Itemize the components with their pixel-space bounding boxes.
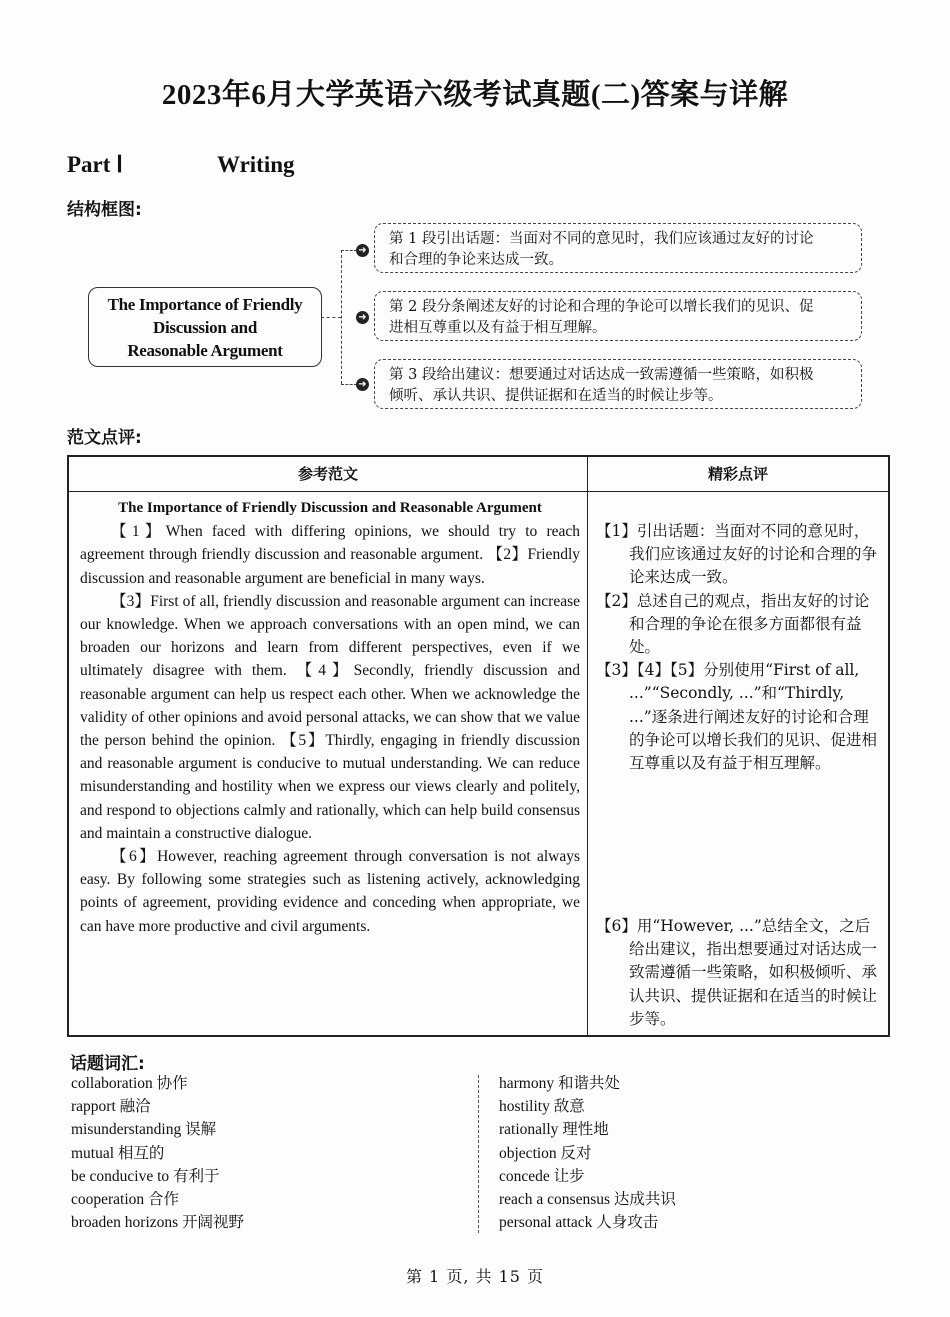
vocab-label: 话题词汇:: [70, 1054, 145, 1074]
outline-paragraph-3: [374, 359, 862, 409]
topic-line: Reasonable Argument: [127, 340, 283, 360]
vocab-item: misunderstanding 误解: [71, 1121, 217, 1139]
outline-text: 进相互尊重以及有益于相互理解。: [389, 320, 607, 336]
vocab-divider: [478, 1075, 479, 1233]
vocab-item: rationally 理性地: [499, 1121, 609, 1139]
outline-text: 第 3 段给出建议：想要通过对话达成一致需遵循一些策略，如积极: [389, 367, 814, 383]
comment-item: 【6】用“However, ...”总结全文，之后给出建议，指出想要通过对话达成一致需遵循一些策略，如积极倾听、承认共识、提供证据和在适当的时候让步等。: [596, 917, 878, 1028]
part-name: Writing: [217, 152, 295, 177]
vocab-item: hostility 敌意: [499, 1098, 585, 1116]
outline-text: 第 1 段引出话题：当面对不同的意见时，我们应该通过友好的讨论: [389, 231, 814, 247]
page-title: 2023年6月大学英语六级考试真题(二)答案与详解: [161, 79, 789, 111]
connector-line: [321, 317, 341, 318]
vocab-list-left: [71, 1072, 244, 1234]
vocab-item: personal attack 人身攻击: [499, 1214, 659, 1232]
column-header-essay: 参考范文: [297, 465, 358, 483]
essay-paragraph: 【3】First of all, friendly discussion and reasonable argument can increase our knowledge. When we approach conversations with an open mind, we can broaden our horizons and learn from different perspectives, even if we ultimately disagree with them. 【4】Secondly, friendly discussion and reasonable argument can help us respect each other. When we acknowledge the validity of other opinions and avoid personal attacks, we can show that we value the person behind the opinion. 【5】Thirdly, engaging in friendly discussion and reasonable argument is conducive to mutual understanding. We can reduce misunderstanding and hostility when we express our views clearly and politely, and respond to objections calmly and rationally, which can help build consensus and maintain a constructive dialogue.: [80, 592, 580, 842]
outline-text: 倾听、承认共识、提供证据和在适当的时候让步等。: [389, 388, 723, 404]
connector-line: [341, 384, 357, 385]
vocab-item: be conducive to 有利于: [71, 1167, 220, 1185]
part-number: Part Ⅰ: [67, 152, 123, 177]
arrow-right-icon: ➜: [356, 378, 369, 391]
column-header-comments: 精彩点评: [707, 465, 768, 483]
connector-line: [341, 250, 357, 251]
outline-paragraph-1: [374, 223, 862, 273]
header-divider: [69, 491, 888, 492]
part-heading: [67, 152, 295, 178]
vocab-item: mutual 相互的: [71, 1144, 165, 1162]
vocab-item: cooperation 合作: [71, 1191, 180, 1209]
arrow-right-icon: ➜: [356, 311, 369, 324]
outline-text: 和合理的争论来达成一致。: [389, 252, 563, 268]
structure-label: 结构框图:: [67, 200, 142, 220]
vocab-item: objection 反对: [499, 1144, 592, 1162]
outline-paragraph-2: [374, 291, 862, 341]
mindmap-topic-box: [88, 287, 322, 367]
page-number-footer: 第 1 页, 共 15 页: [405, 1267, 545, 1286]
topic-line: The Importance of Friendly: [107, 294, 303, 314]
vocab-item: broaden horizons 开阔视野: [71, 1214, 245, 1232]
essay-title: The Importance of Friendly Discussion and Reasonable Argument: [118, 500, 542, 516]
essay-paragraph: 【1】When faced with differing opinions, we should try to reach agreement through friendly discussion and reasonable argument. 【2】Friendly discussion and reasonable argument are beneficial in many ways.: [80, 523, 580, 587]
vocab-item: harmony 和谐共处: [499, 1075, 620, 1092]
vocab-item: collaboration 协作: [71, 1075, 188, 1092]
comment-item: 【3】【4】【5】分别使用“First of all, ...”“Secondly, ...”和“Thirdly, ...”逐条进行阐述友好的讨论和合理的争论可以增长我们的见识、促进相互尊重以及有益于相互理解。: [596, 661, 878, 773]
connector-line: [341, 250, 342, 384]
arrow-right-icon: ➜: [356, 244, 369, 257]
column-divider: [587, 457, 588, 1035]
essay-paragraph: 【6】However, reaching agreement through conversation is not always easy. By following some strategies such as listening actively, acknowledging points of agreement, providing evidence and conceding when appropriate, we can have more productive and civil arguments.: [80, 848, 580, 935]
comment-item: 【2】总述自己的观点，指出友好的讨论和合理的争论在很多方面都很有益处。: [596, 591, 870, 657]
comment-block: [596, 520, 884, 775]
vocab-list-right: [499, 1072, 676, 1234]
vocab-item: concede 让步: [499, 1167, 585, 1185]
essay-review-table: [67, 455, 890, 1037]
outline-text: 第 2 段分条阐述友好的讨论和合理的争论可以增长我们的见识、促: [389, 299, 814, 315]
topic-line: Discussion and: [153, 317, 257, 337]
comment-block: [596, 915, 884, 1031]
comment-item: 【1】引出话题：当面对不同的意见时，我们应该通过友好的讨论和合理的争论来达成一致。: [596, 522, 878, 587]
vocab-item: reach a consensus 达成共识: [499, 1191, 676, 1209]
vocab-item: rapport 融洽: [71, 1098, 151, 1116]
sample-essay: [80, 497, 580, 938]
review-label: 范文点评:: [67, 428, 142, 448]
